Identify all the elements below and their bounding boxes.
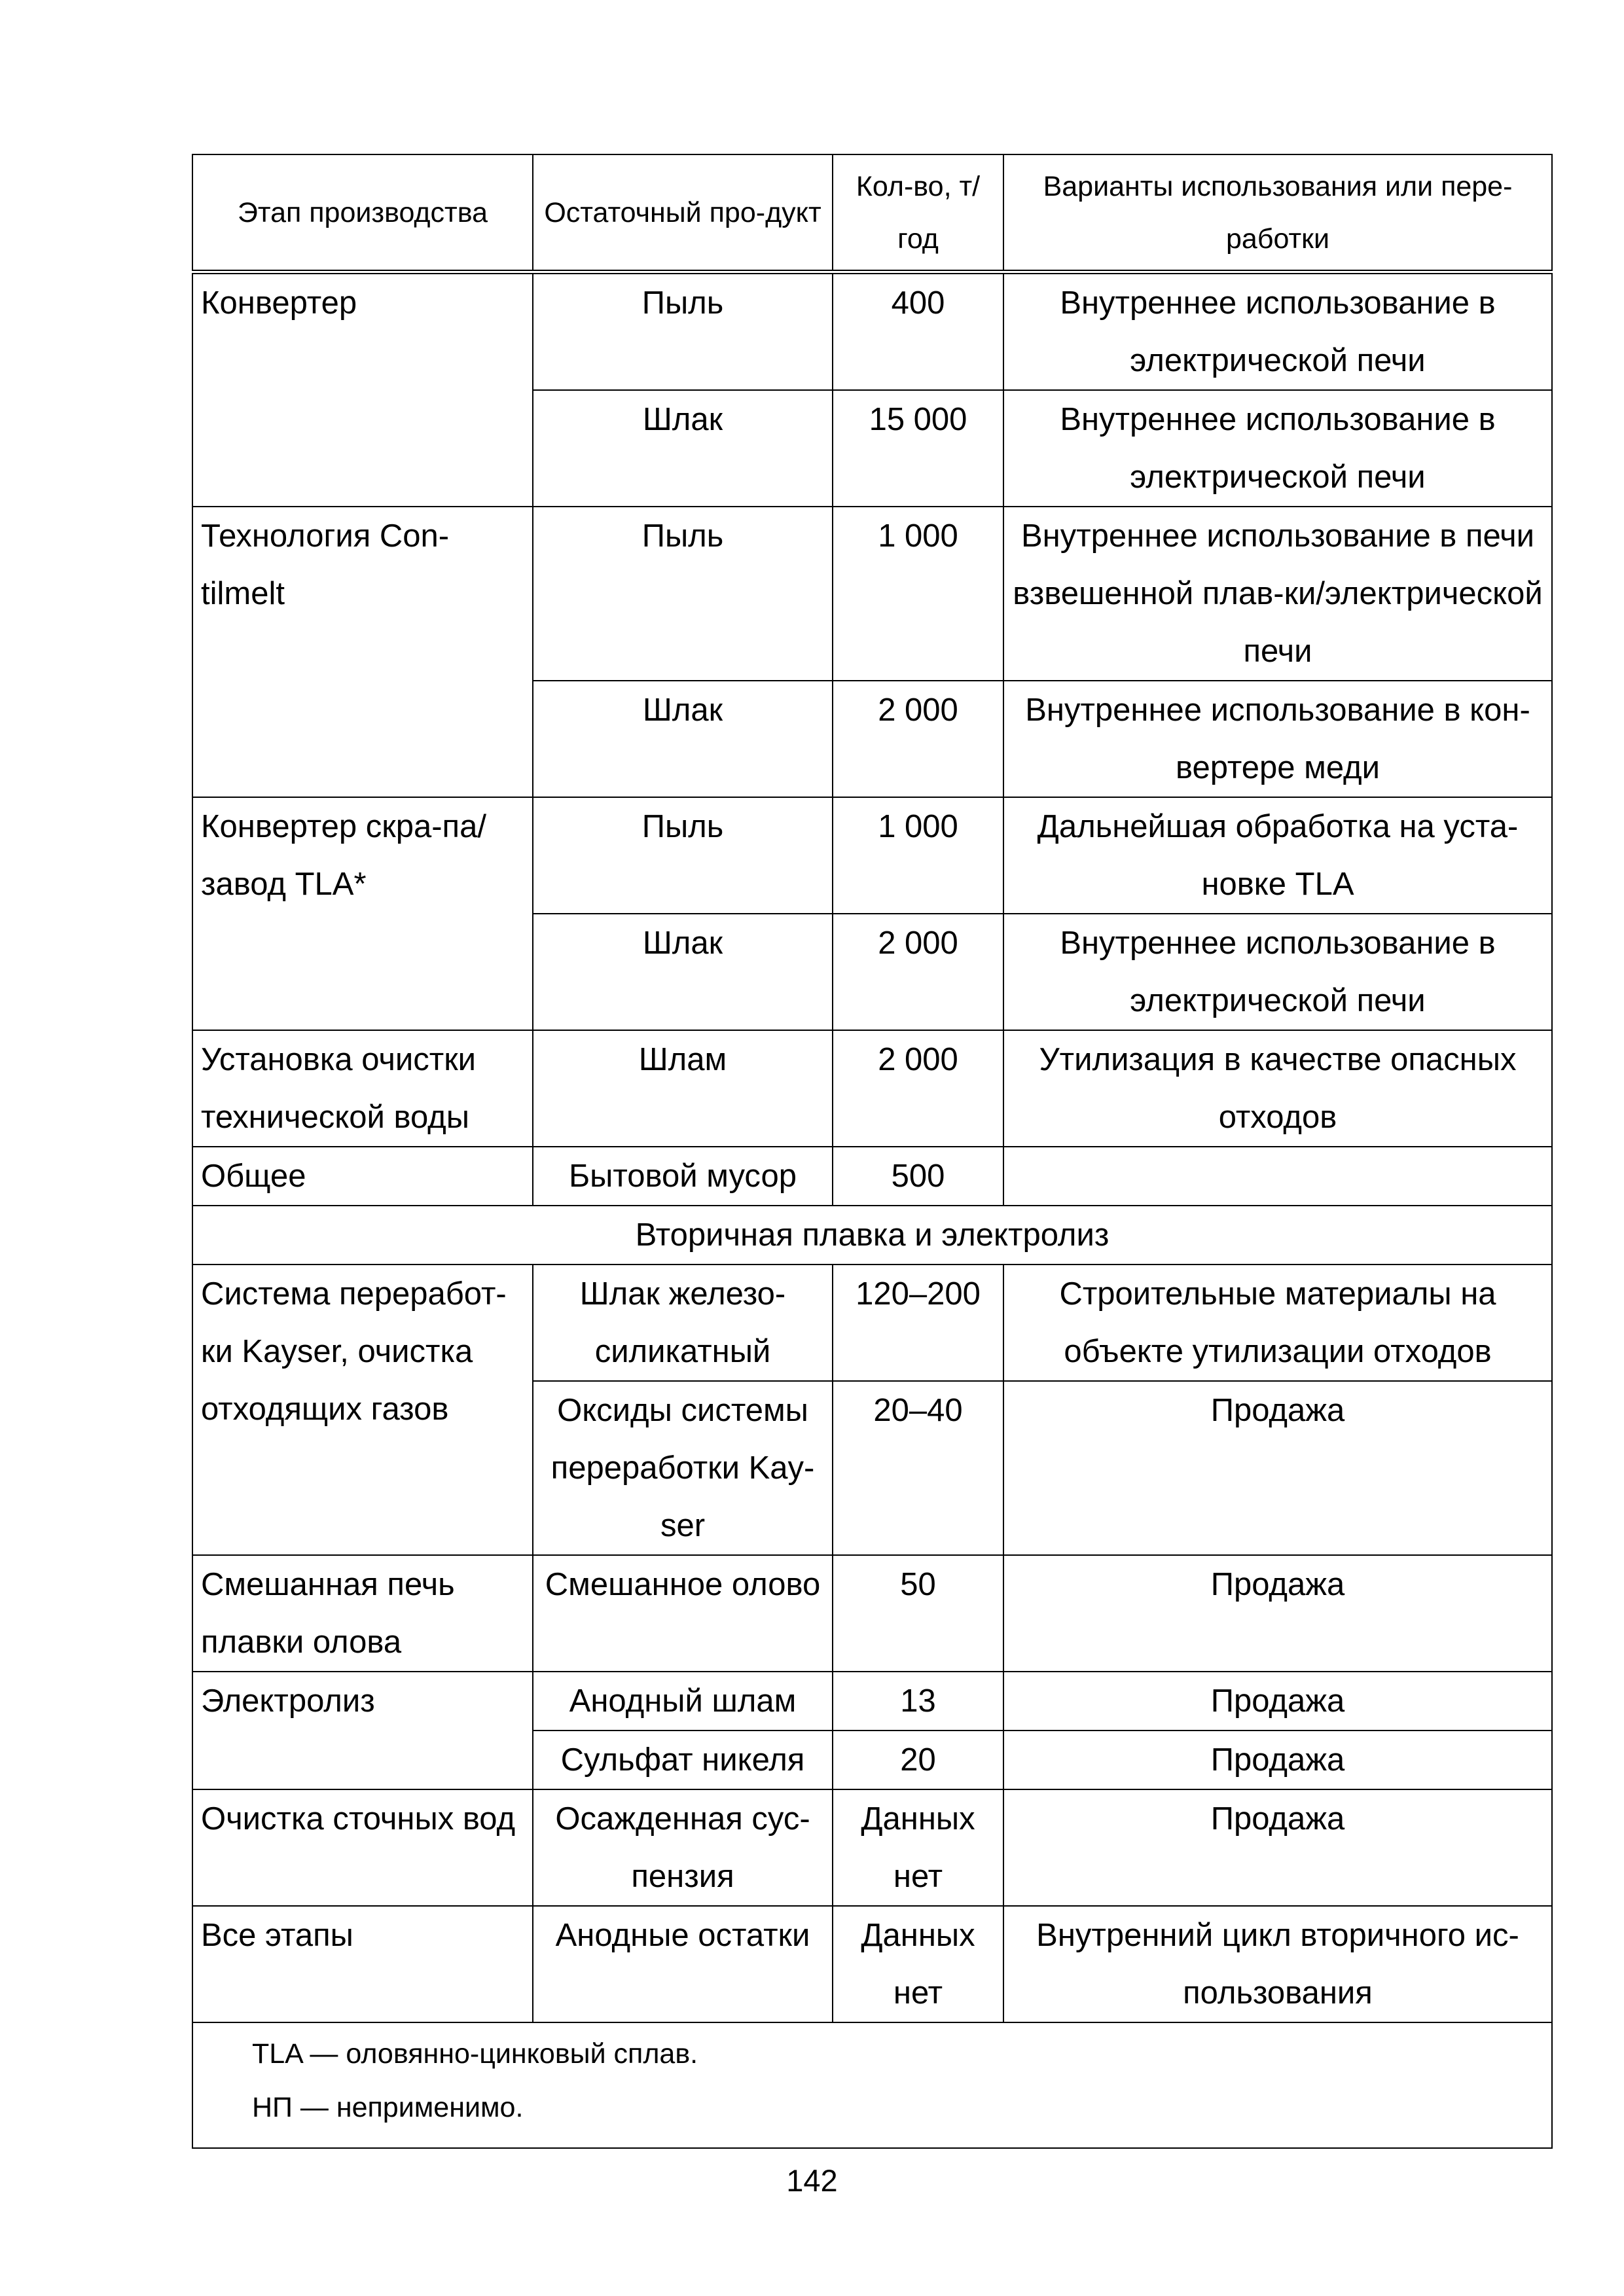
use-cell: Продажа bbox=[1003, 1672, 1552, 1731]
quantity-cell: 400 bbox=[833, 272, 1003, 391]
product-cell: Анодный шлам bbox=[533, 1672, 833, 1731]
header-quantity: Кол-во, т/год bbox=[833, 154, 1003, 272]
quantity-cell: 2 000 bbox=[833, 914, 1003, 1030]
page-number: 142 bbox=[786, 2163, 838, 2198]
use-cell: Продажа bbox=[1003, 1381, 1552, 1555]
use-cell: Внутреннее использование в печи взвешенной плав-ки/электрической печи bbox=[1003, 507, 1552, 681]
use-cell bbox=[1003, 1147, 1552, 1206]
product-cell: Пыль bbox=[533, 272, 833, 391]
product-cell: Сульфат никеля bbox=[533, 1731, 833, 1789]
quantity-cell: 120–200 bbox=[833, 1265, 1003, 1381]
product-cell: Осажденная сус-пензия bbox=[533, 1789, 833, 1906]
stage-cell: Технология Con-tilmelt bbox=[192, 507, 533, 797]
header-use: Варианты использования или пере-работки bbox=[1003, 154, 1552, 272]
table-row bbox=[192, 1789, 1552, 1906]
product-cell: Бытовой мусор bbox=[533, 1147, 833, 1206]
section-title: Вторичная плавка и электролиз bbox=[192, 1206, 1552, 1265]
notes-row bbox=[192, 2022, 1552, 2148]
quantity-cell: Данных нет bbox=[833, 1789, 1003, 1906]
quantity-cell: 20 bbox=[833, 1731, 1003, 1789]
quantity-cell: Данных нет bbox=[833, 1906, 1003, 2022]
quantity-cell: 500 bbox=[833, 1147, 1003, 1206]
stage-cell: Электролиз bbox=[192, 1672, 533, 1789]
use-cell: Продажа bbox=[1003, 1789, 1552, 1906]
quantity-cell: 1 000 bbox=[833, 797, 1003, 914]
use-cell: Дальнейшая обработка на уста-новке TLA bbox=[1003, 797, 1552, 914]
quantity-cell: 2 000 bbox=[833, 1030, 1003, 1147]
residues-table-container bbox=[192, 154, 1551, 2149]
product-cell: Оксиды системы переработки Kay-ser bbox=[533, 1381, 833, 1555]
product-cell: Шлак железо-силикатный bbox=[533, 1265, 833, 1381]
note-tla: TLA — оловянно-цинковый сплав. bbox=[252, 2038, 698, 2070]
quantity-cell: 13 bbox=[833, 1672, 1003, 1731]
section-row bbox=[192, 1206, 1552, 1265]
quantity-cell: 1 000 bbox=[833, 507, 1003, 681]
use-cell: Утилизация в качестве опасных отходов bbox=[1003, 1030, 1552, 1147]
use-cell: Внутреннее использование в электрической печи bbox=[1003, 390, 1552, 507]
header-stage: Этап производства bbox=[192, 154, 533, 272]
quantity-cell: 2 000 bbox=[833, 681, 1003, 797]
table-row bbox=[192, 1555, 1552, 1672]
product-cell: Анодные остатки bbox=[533, 1906, 833, 2022]
product-cell: Пыль bbox=[533, 507, 833, 681]
table-notes bbox=[192, 2022, 1552, 2148]
stage-cell: Система переработ-ки Kayser, очистка отходящих газов bbox=[192, 1265, 533, 1555]
stage-cell: Конвертер bbox=[192, 272, 533, 507]
residues-table bbox=[192, 154, 1553, 2149]
use-cell: Внутреннее использование в электрической печи bbox=[1003, 914, 1552, 1030]
product-cell: Шлак bbox=[533, 681, 833, 797]
quantity-cell: 15 000 bbox=[833, 390, 1003, 507]
table-row bbox=[192, 507, 1552, 681]
use-cell: Строительные материалы на объекте утилизации отходов bbox=[1003, 1265, 1552, 1381]
stage-cell: Конвертер скра-па/завод TLA* bbox=[192, 797, 533, 1030]
use-cell: Продажа bbox=[1003, 1555, 1552, 1672]
product-cell: Шлак bbox=[533, 390, 833, 507]
quantity-cell: 20–40 bbox=[833, 1381, 1003, 1555]
table-row bbox=[192, 1030, 1552, 1147]
table-row bbox=[192, 272, 1552, 391]
product-cell: Шлак bbox=[533, 914, 833, 1030]
use-cell: Внутреннее использование в электрической печи bbox=[1003, 272, 1552, 391]
header-product: Остаточный про-дукт bbox=[533, 154, 833, 272]
table-row bbox=[192, 797, 1552, 914]
quantity-cell: 50 bbox=[833, 1555, 1003, 1672]
stage-cell: Установка очистки технической воды bbox=[192, 1030, 533, 1147]
table-row bbox=[192, 1672, 1552, 1731]
use-cell: Продажа bbox=[1003, 1731, 1552, 1789]
use-cell: Внутреннее использование в кон-вертере меди bbox=[1003, 681, 1552, 797]
table-row bbox=[192, 1265, 1552, 1381]
stage-cell: Общее bbox=[192, 1147, 533, 1206]
product-cell: Шлам bbox=[533, 1030, 833, 1147]
table-row bbox=[192, 1906, 1552, 2022]
table-row bbox=[192, 1147, 1552, 1206]
stage-cell: Очистка сточных вод bbox=[192, 1789, 533, 1906]
note-np: НП — неприменимо. bbox=[252, 2092, 524, 2123]
stage-cell: Все этапы bbox=[192, 1906, 533, 2022]
product-cell: Пыль bbox=[533, 797, 833, 914]
table-header-row bbox=[192, 154, 1552, 272]
use-cell: Внутренний цикл вторичного ис-пользования bbox=[1003, 1906, 1552, 2022]
product-cell: Смешанное олово bbox=[533, 1555, 833, 1672]
stage-cell: Смешанная печь плавки олова bbox=[192, 1555, 533, 1672]
